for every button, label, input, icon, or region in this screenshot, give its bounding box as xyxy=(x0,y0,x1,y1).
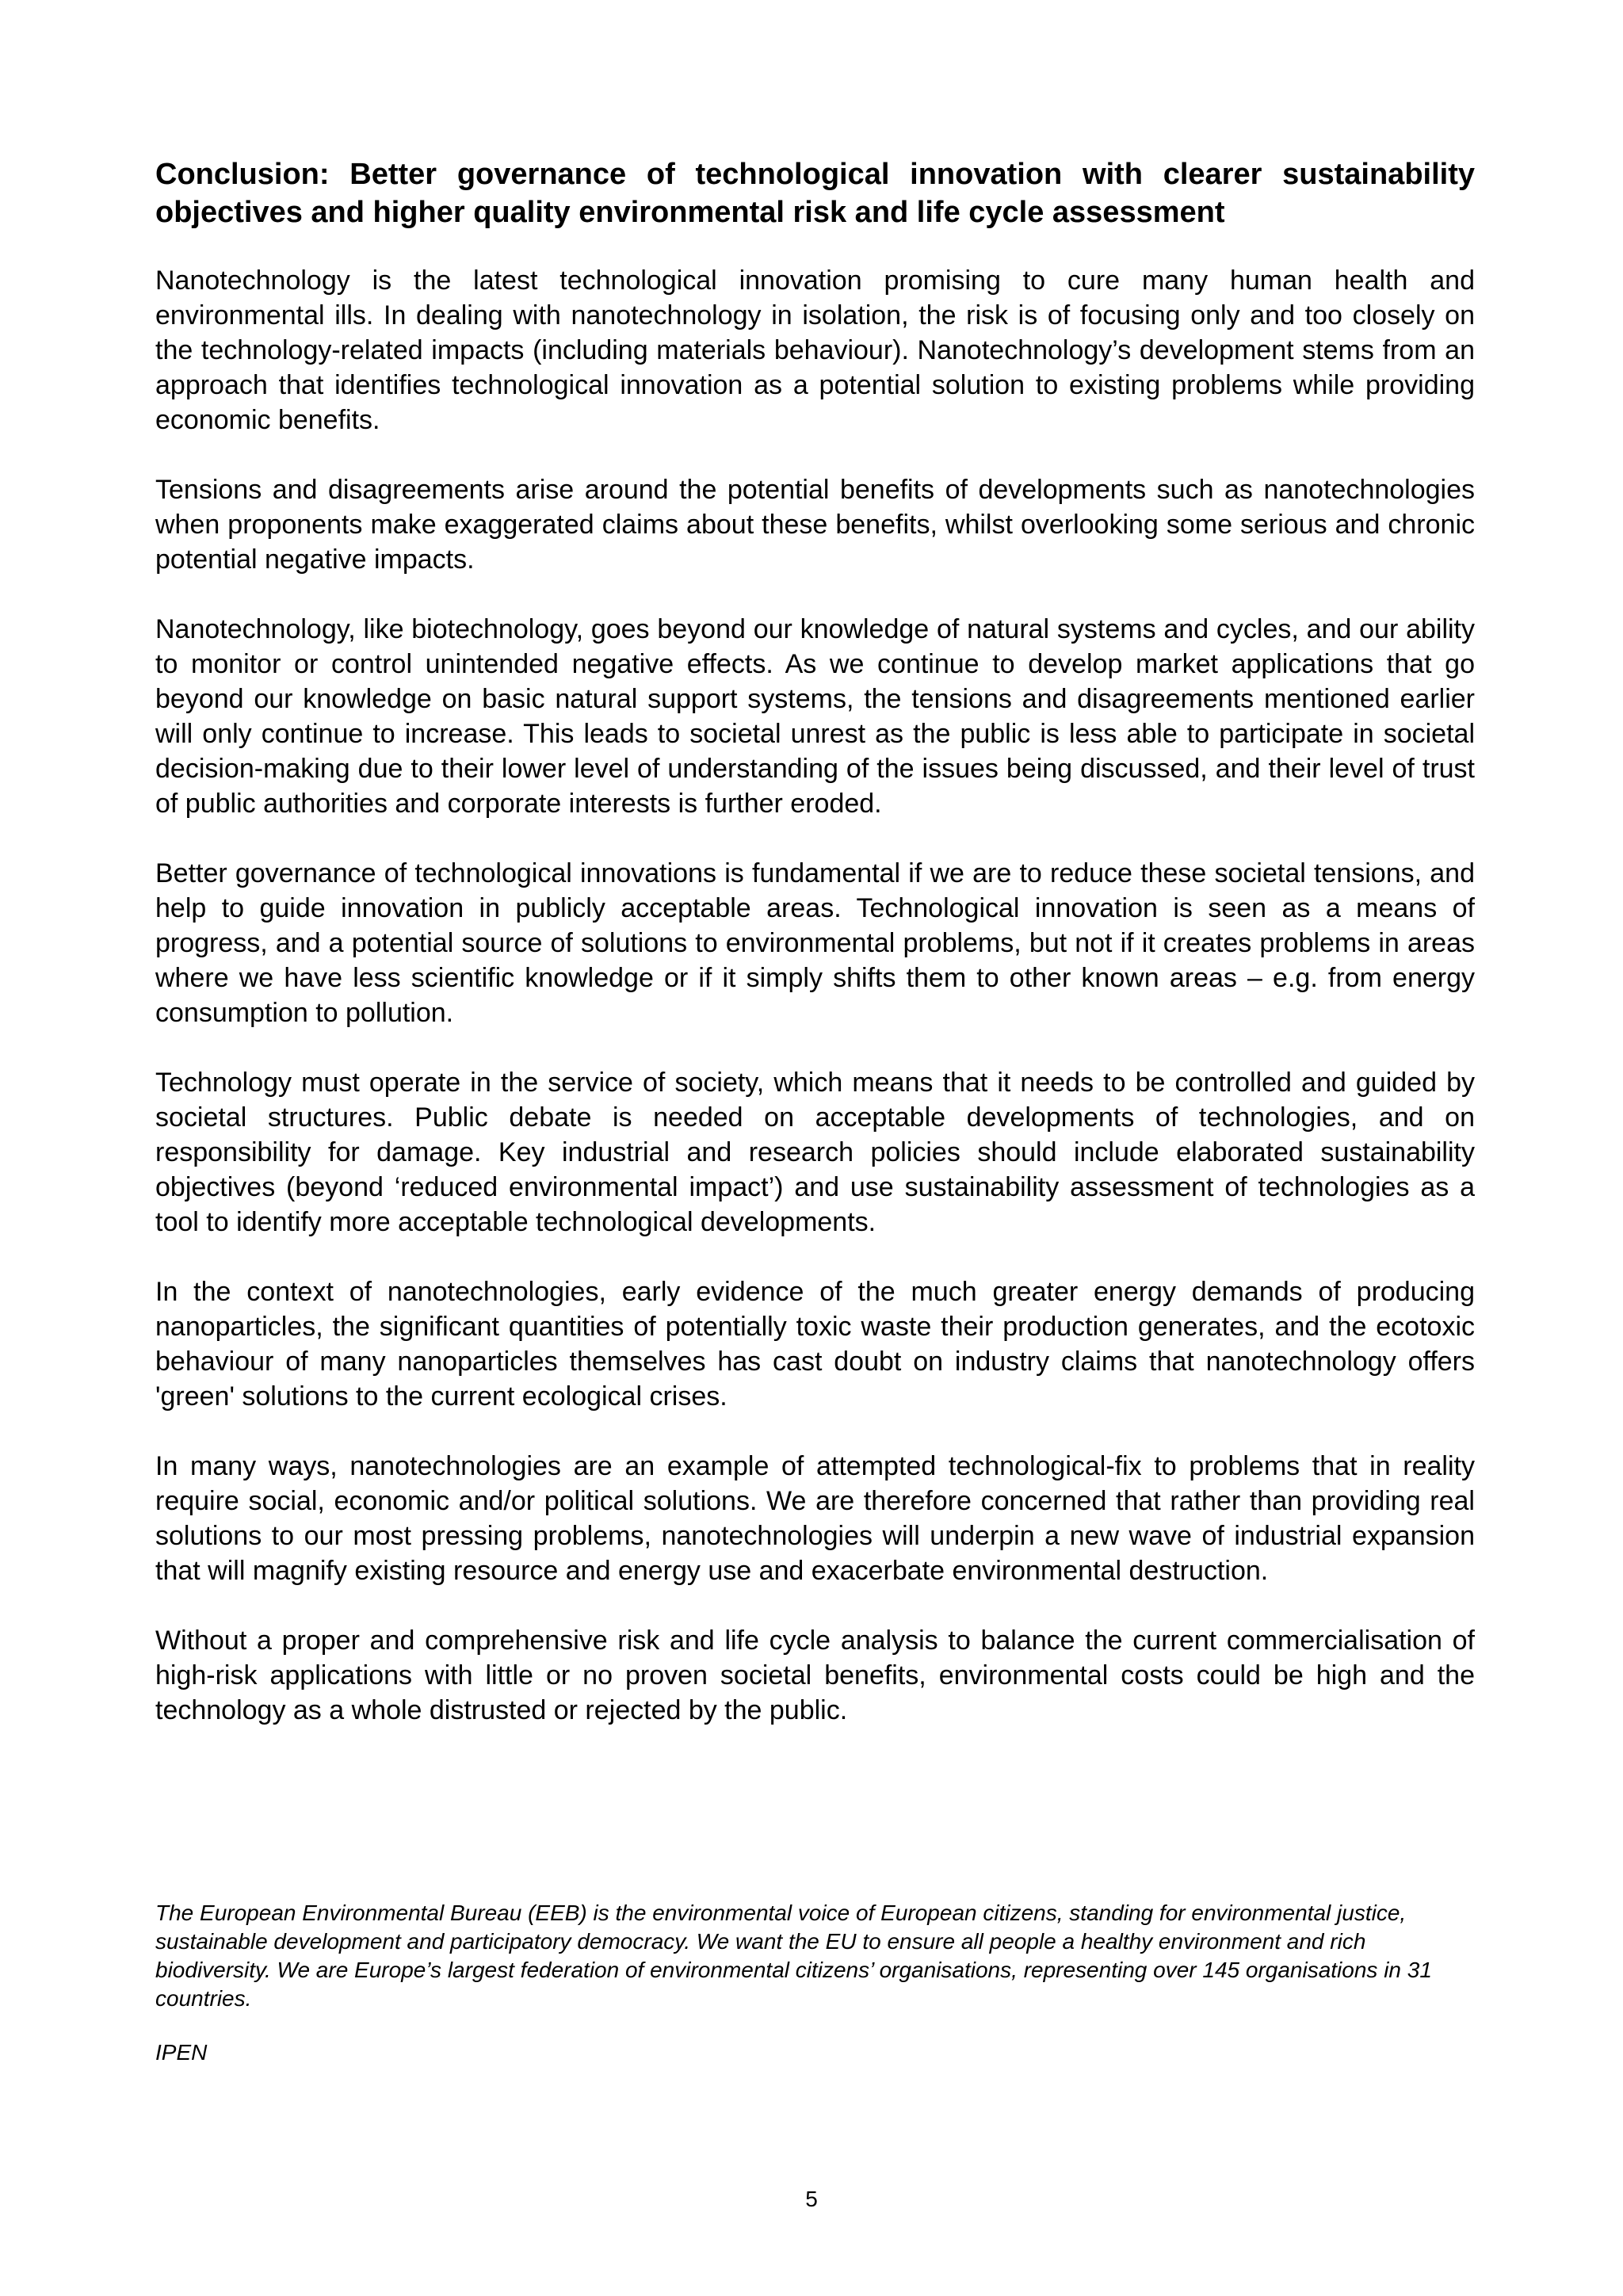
paragraph-2: Tensions and disagreements arise around the potential benefits of developments such as nanotechnologies when proponents make exaggerated claims about these benefits, whilst overlooking some serious and chronic potential negative impacts. xyxy=(155,475,1475,575)
footer-org: IPEN xyxy=(155,2040,208,2065)
footer-about-eeb: The European Environmental Bureau (EEB) is the environmental voice of European citizens, standing for environmental justice, sustainable development and participatory democracy. We want the EU to ensure all people a healthy environment and rich biodiversity. We are Europe’s largest federation of environmental citizens’ organisations, representing over 145 organisations in 31 countries. xyxy=(155,1901,1432,2011)
document-page xyxy=(155,155,1475,1763)
paragraph-5: Technology must operate in the service of society, which means that it needs to be controlled and guided by societal structures. Public debate is needed on acceptable developments of technologies, and on responsibility for damage. Key industrial and research policies should include elaborated sustainability objectives (beyond ‘reduced environmental impact’) and use sustainability assessment of technologies as a tool to identify more acceptable technological developments. xyxy=(155,1068,1475,1237)
paragraph-1: Nanotechnology is the latest technological innovation promising to cure many human health and environmental ills. In dealing with nanotechnology in isolation, the risk is of focusing only and too closely on the technology-related impacts (including materials behaviour). Nanotechnology’s development stems from an approach that identifies technological innovation as a potential solution to existing problems while providing economic benefits. xyxy=(155,266,1475,435)
section-heading: Conclusion: Better governance of technological innovation with clearer sustainability objectives and higher quality environmental risk and life cycle assessment xyxy=(155,158,1475,229)
paragraph-4: Better governance of technological innovations is fundamental if we are to reduce these societal tensions, and help to guide innovation in publicly acceptable areas. Technological innovation is seen as a means of progress, and a potential source of solutions to environmental problems, but not if it creates problems in areas where we have less scientific knowledge or if it simply shifts them to other known areas – e.g. from energy consumption to pollution. xyxy=(155,858,1475,1028)
paragraph-7: In many ways, nanotechnologies are an example of attempted technological-fix to problems that in reality require social, economic and/or political solutions. We are therefore concerned that rather than providing real solutions to our most pressing problems, nanotechnologies will underpin a new wave of industrial expansion that will magnify existing resource and energy use and exacerbate environmental destruction. xyxy=(155,1451,1475,1586)
page-number: 5 xyxy=(805,2187,818,2211)
paragraph-8: Without a proper and comprehensive risk and life cycle analysis to balance the current commercialisation of high-risk applications with little or no proven societal benefits, environmental costs could be high and the technology as a whole distrusted or rejected by the public. xyxy=(155,1626,1475,1725)
paragraph-3: Nanotechnology, like biotechnology, goes beyond our knowledge of natural systems and cycles, and our ability to monitor or control unintended negative effects. As we continue to develop market applications that go beyond our knowledge on basic natural support systems, the tensions and disagreements mentioned earlier will only continue to increase. This leads to societal unrest as the public is less able to participate in societal decision-making due to their lower level of understanding of the issues being discussed, and their level of trust of public authorities and corporate interests is further eroded. xyxy=(155,614,1475,819)
paragraph-6: In the context of nanotechnologies, early evidence of the much greater energy demands of producing nanoparticles, the significant quantities of potentially toxic waste their production generates, and the ecotoxic behaviour of many nanoparticles themselves has cast doubt on industry claims that nanotechnology offers 'green' solutions to the current ecological crises. xyxy=(155,1277,1475,1412)
